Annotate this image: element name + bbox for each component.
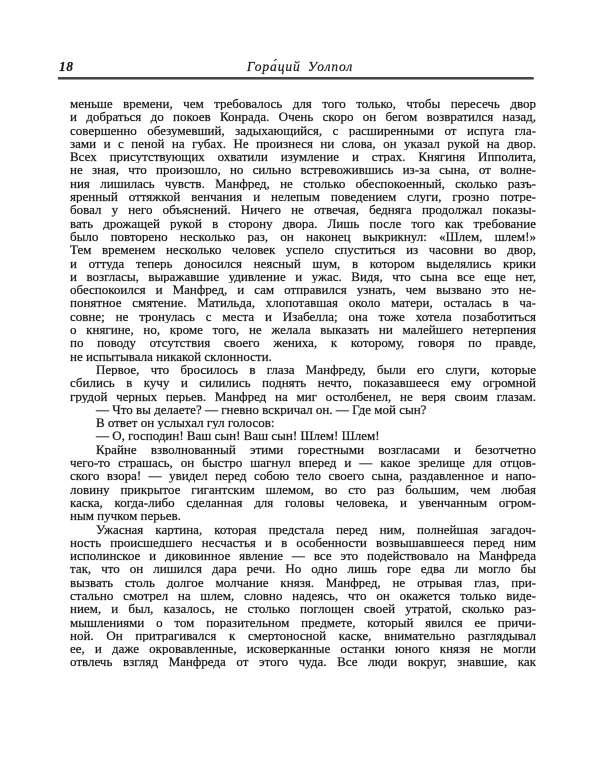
text-line: ния лишилась чувств. Манфред, не столько обеспокоенный, сколько разъ- <box>70 176 536 191</box>
text-line: и возгласы, выражавшие удивление и ужас. Видя, что сына все еще нет, <box>70 269 536 284</box>
text-line: Крайне взволнованный этими горестными возгласами и безотчетно <box>96 442 536 457</box>
text-line: вать дрожащей рукой в сторону двора. Лишь после того как требование <box>70 216 536 230</box>
text-line: ной. Он притрагивался к смертоносной каске, внимательно разглядывал <box>70 628 536 643</box>
text-line: понятное смятение. Матильда, хлопотавшая около матери, осталась в ча- <box>70 296 536 310</box>
text-line: стально смотрел на шлем, словно надеясь, что он окажется только виде- <box>70 588 536 603</box>
text-line: было повторено несколько раз, он наконец выкрикнул: «Шлем, шлем!» <box>70 229 536 244</box>
text-line: не испытывала никакой склонности. <box>70 349 272 363</box>
text-line: исполинское и диковинное явление — все это подействовало на Манфреда <box>70 549 536 563</box>
text-line: нием, и был, казалось, не столько поглощен своей утратой, сколько раз- <box>70 602 536 616</box>
text-line: Первое, что бросилось в глаза Манфреду, были его слуги, которые <box>96 362 536 377</box>
text-line: В ответ он услыхал гул голосов: <box>96 416 275 430</box>
running-title: Гора́ций Уолпол <box>246 59 354 74</box>
text-line: ность происшедшего несчастья и в особенности возвышавшееся перед ним <box>70 535 536 550</box>
dialogue-line: — Что вы делаете? — гневно вскричал он. — Где мой сын? <box>96 402 427 417</box>
text-line: отвлечь взгляд Манфреда от этого чуда. Все люди вокруг, знавшие, как <box>70 655 536 669</box>
text-line: Ужасная картина, которая предстала перед ним, полнейшая загадоч- <box>96 522 536 536</box>
text-line: и оттуда теперь доносился неясный шум, в котором выделялись крики <box>70 256 536 270</box>
text-line: сбились в кучу и силились поднять нечто, показавшееся ему огромной <box>70 376 536 390</box>
text-line: мышлениями о том поразительном предмете, который явился ее причи- <box>70 615 536 629</box>
text-line: ее, и даже окровавленные, исковерканные останки юного князя не могли <box>70 642 536 656</box>
dialogue-line: — О, господин! Ваш сын! Ваш сын! Шлем! Шлем! <box>96 429 380 443</box>
text-line: чего-то страшась, он быстро шагнул вперед и — какое зрелище для отцов- <box>70 456 536 470</box>
text-line: грудой черных перьев. Манфред на миг остолбенел, не веря своим глазам. <box>70 389 536 403</box>
page-number: 18 <box>59 59 74 74</box>
page-text <box>70 97 536 669</box>
text-line: зами и с пеной на губах. Не произнеся ни слова, он указал рукой на двор. <box>70 136 536 151</box>
text-line: вызвать столь долгое молчание князя. Манфред, не отрывая глаз, при- <box>70 575 536 589</box>
text-line: каска, когда-либо сделанная для головы человека, и увенчанным огром- <box>70 495 536 510</box>
text-line: ловину прикрытое гигантским шлемом, во сто раз большим, чем любая <box>70 482 536 496</box>
text-line: ского взора! — увидел перед собою тело своего сына, раздавленное и напо- <box>70 469 536 483</box>
text-line: обеспокоился и Манфред, и сам отправился узнать, чем вызвано это не- <box>70 283 536 297</box>
text-line: совершенно обезумевший, задыхающийся, с расширенными от испуга гла- <box>70 123 536 137</box>
text-line: по поводу отсутствия своего жениха, к которому, говоря по правде, <box>70 336 536 350</box>
text-line: не зная, что произошло, но сильно встревожившись из-за сына, от волне- <box>70 163 536 177</box>
header-rule <box>58 77 534 80</box>
text-line: о княгине, но, кроме того, не желала выказать ни малейшего нетерпения <box>70 323 536 337</box>
text-line: совне; не тронулась с места и Изабелла; она тоже хотела позаботиться <box>70 309 536 324</box>
text-line: ным пучком перьев. <box>70 509 181 523</box>
text-line: и добраться до покоев Конрада. Очень скоро он бегом возвратился назад, <box>70 110 536 124</box>
text-line: бовал у него объяснений. Ничего не отвечая, бедняга продолжал показы- <box>70 203 536 217</box>
text-line: яренный оттяжкой венчания и нелепым поведением слуги, грозно потре- <box>70 190 536 204</box>
text-line: Тем временем несколько человек успело спуститься из часовни во двор, <box>70 243 536 257</box>
text-line: Всех присутствующих охватили изумление и страх. Княгиня Ипполита, <box>70 150 536 164</box>
text-line: так, что он лишился дара речи. Но одно лишь горе едва ли могло бы <box>70 562 536 576</box>
text-line: меньше времени, чем требовалось для того только, чтобы пересечь двор <box>70 97 536 111</box>
